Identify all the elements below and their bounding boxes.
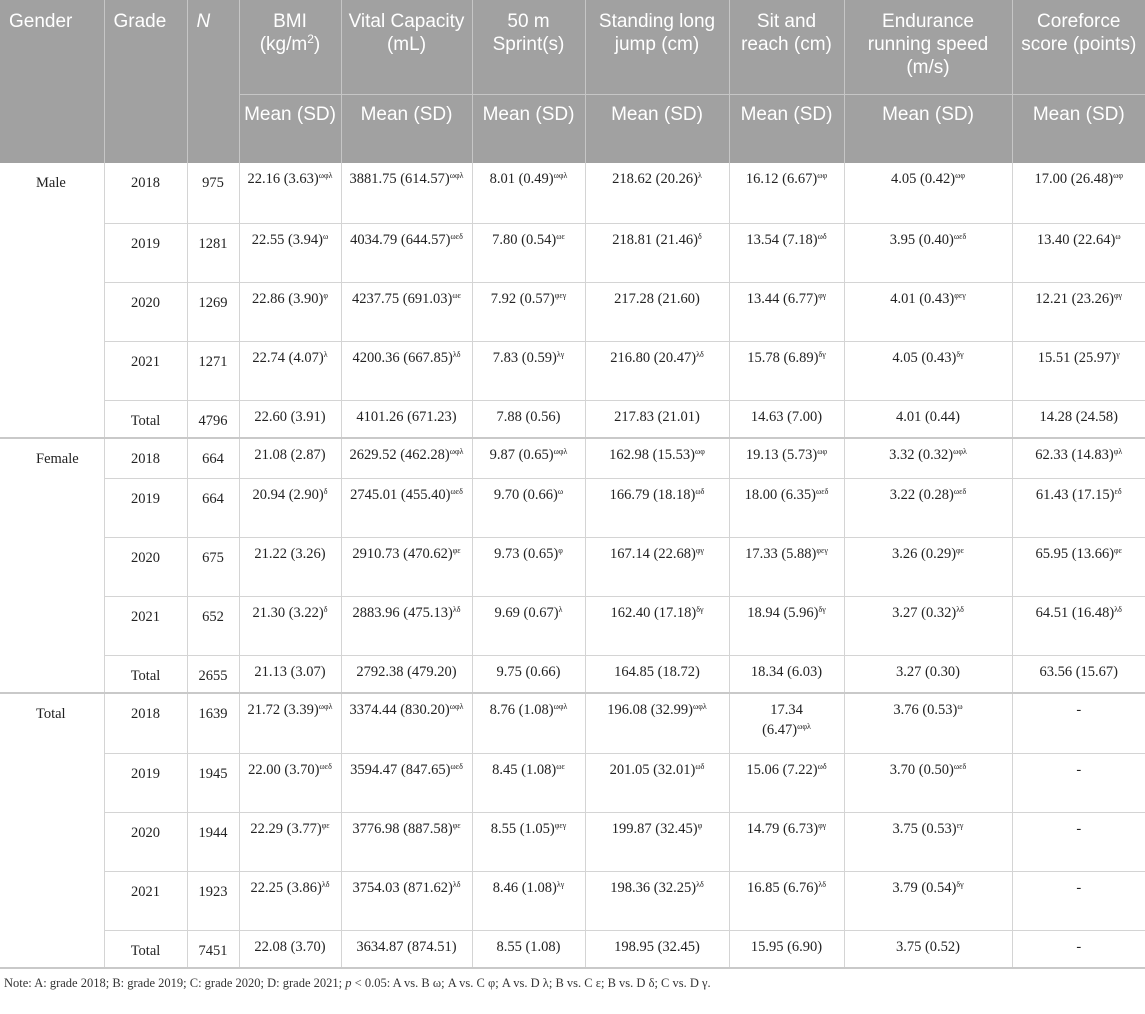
significance-marker: φγ (1113, 290, 1123, 300)
endurance-cell: 3.32 $(0.32)^{\omega\varphi\lambda}$ (844, 438, 1012, 478)
endurance-cell: 4.01 (0.44) (844, 400, 1012, 438)
endurance-cell: 3.70 $(0.50)^{\omega\varepsilon\delta}$ (844, 753, 1012, 812)
sit-reach-cell: 18.94 $(5.96)^{\delta\gamma}$ (729, 596, 844, 655)
coreforce-cell: 62.33 $(14.83)^{\varphi\lambda}$ (1012, 438, 1145, 478)
table-row (0, 753, 1145, 812)
grade-cell: 2021 (104, 596, 187, 655)
significance-marker: ωεδ (450, 231, 463, 241)
total-row (0, 655, 1145, 693)
header-gender: Gender (0, 0, 104, 163)
table-header (0, 0, 1145, 163)
endurance-cell: 3.75 $(0.53)^{\varepsilon\gamma}$ (844, 812, 1012, 871)
grade-cell: 2018 (104, 693, 187, 753)
subheader-mean-sd: Mean (SD) (341, 94, 472, 163)
long-jump-cell: 198.95 (32.45) (585, 930, 729, 968)
gender-cell: Female (0, 438, 104, 693)
significance-marker: εγ (956, 820, 964, 830)
significance-marker: δγ (696, 604, 704, 614)
vital-capacity-cell: 2910.73 $(470.62)^{\varphi\varepsilon}$ (341, 537, 472, 596)
subheader-mean-sd: Mean (SD) (1012, 94, 1145, 163)
significance-marker: ωεδ (953, 486, 967, 496)
sprint-cell: 9.73 $(0.65)^\varphi$ (472, 537, 585, 596)
significance-marker: λδ (452, 879, 461, 889)
subheader-mean-sd: Mean (SD) (239, 94, 341, 163)
long-jump-cell: 198.36 $(32.25)^{\lambda\delta}$ (585, 871, 729, 930)
long-jump-cell: 199.87 $(32.45)^\varphi$ (585, 812, 729, 871)
bmi-cell: 20.94 $(2.90)^\delta$ (239, 478, 341, 537)
significance-marker: γ (1116, 349, 1120, 359)
significance-marker: δγ (956, 879, 964, 889)
endurance-cell: 3.27 $(0.32)^{\lambda\delta}$ (844, 596, 1012, 655)
long-jump-cell: 217.28 (21.60) (585, 282, 729, 341)
vital-capacity-cell: 3754.03 $(871.62)^{\lambda\delta}$ (341, 871, 472, 930)
significance-marker: λδ (696, 349, 704, 359)
coreforce-cell: 13.40 $(22.64)^\omega$ (1012, 223, 1145, 282)
significance-marker: φεγ (554, 820, 567, 830)
subheader-mean-sd: Mean (SD) (472, 94, 585, 163)
table-row (0, 596, 1145, 655)
endurance-cell: 4.01 $(0.43)^{\varphi\varepsilon\gamma}$ (844, 282, 1012, 341)
sprint-cell: 8.45 $(1.08)^{\omega\varepsilon}$ (472, 753, 585, 812)
significance-marker: λγ (556, 349, 565, 359)
long-jump-cell: 218.81 $(21.46)^\delta$ (585, 223, 729, 282)
n-cell: 664 (187, 438, 239, 478)
sprint-cell: 7.83 $(0.59)^{\lambda\gamma}$ (472, 341, 585, 400)
bmi-cell: 22.55 $(3.94)^\omega$ (239, 223, 341, 282)
significance-marker: λγ (556, 879, 565, 889)
header-grade: Grade (104, 0, 187, 163)
significance-marker: φε (321, 820, 330, 830)
endurance-cell: 3.26 $(0.29)^{\varphi\varepsilon}$ (844, 537, 1012, 596)
header-vital-capacity: Vital Capacity (mL) (341, 0, 472, 94)
significance-marker: ωφ (817, 447, 828, 456)
significance-marker: ωε (452, 290, 461, 300)
table-row (0, 871, 1145, 930)
table-row (0, 223, 1145, 282)
significance-marker: ωφ (1113, 171, 1123, 180)
n-cell: 7451 (187, 930, 239, 968)
significance-marker: ωφλ (318, 702, 333, 711)
significance-marker: φ (323, 290, 328, 300)
significance-marker: εδ (1114, 486, 1122, 496)
n-cell: 1271 (187, 341, 239, 400)
vital-capacity-cell: 4101.26 (671.23) (341, 400, 472, 438)
coreforce-cell: - (1012, 812, 1145, 871)
vital-capacity-cell: 3634.87 (874.51) (341, 930, 472, 968)
significance-marker: ωε (556, 761, 565, 771)
sit-reach-cell: 13.54 $(7.18)^{\omega\delta}$ (729, 223, 844, 282)
sit-reach-cell: 16.12 $(6.67)^{\omega\varphi}$ (729, 163, 844, 223)
significance-marker: δγ (818, 349, 826, 359)
significance-marker: δ (323, 604, 328, 614)
vital-capacity-cell: 2883.96 $(475.13)^{\lambda\delta}$ (341, 596, 472, 655)
endurance-cell: 4.05 $(0.43)^{\delta\gamma}$ (844, 341, 1012, 400)
significance-marker: λδ (818, 879, 826, 889)
table-row (0, 341, 1145, 400)
endurance-cell: 3.27 (0.30) (844, 655, 1012, 693)
n-cell: 1945 (187, 753, 239, 812)
header-n: N (187, 0, 239, 163)
significance-marker: φγ (695, 545, 704, 555)
significance-marker: ωεδ (953, 761, 967, 771)
endurance-cell: 3.75 (0.52) (844, 930, 1012, 968)
coreforce-cell: 14.28 (24.58) (1012, 400, 1145, 438)
significance-marker: δ (698, 231, 702, 241)
sprint-cell: 7.92 $(0.57)^{\varphi\varepsilon\gamma}$ (472, 282, 585, 341)
coreforce-cell: 64.51 $(16.48)^{\lambda\delta}$ (1012, 596, 1145, 655)
table-row (0, 282, 1145, 341)
sit-reach-cell: 18.00 $(6.35)^{\omega\varepsilon\delta}$ (729, 478, 844, 537)
sprint-cell: 8.55 (1.08) (472, 930, 585, 968)
vital-capacity-cell: 2792.38 (479.20) (341, 655, 472, 693)
significance-marker: ωφλ (953, 447, 967, 456)
endurance-cell: 3.22 $(0.28)^{\omega\varepsilon\delta}$ (844, 478, 1012, 537)
grade-cell: 2019 (104, 223, 187, 282)
grade-cell: Total (104, 400, 187, 438)
coreforce-cell: - (1012, 871, 1145, 930)
significance-marker: δγ (956, 349, 964, 359)
long-jump-cell: 167.14 $(22.68)^{\varphi\gamma}$ (585, 537, 729, 596)
bmi-cell: 21.08 (2.87) (239, 438, 341, 478)
significance-marker: ωφλ (449, 447, 464, 456)
table-body (0, 163, 1145, 968)
significance-marker: ωφ (955, 171, 965, 180)
long-jump-cell: 164.85 (18.72) (585, 655, 729, 693)
grade-cell: Total (104, 655, 187, 693)
significance-marker: λ (697, 171, 702, 180)
sprint-cell: 9.69 $(0.67)^\lambda$ (472, 596, 585, 655)
significance-marker: ωεδ (815, 486, 829, 496)
grade-cell: 2020 (104, 282, 187, 341)
significance-marker: ωδ (695, 486, 705, 496)
n-cell: 652 (187, 596, 239, 655)
table-row (0, 478, 1145, 537)
grade-cell: Total (104, 930, 187, 968)
vital-capacity-cell: 2745.01 $(455.40)^{\omega\varepsilon\delta}$ (341, 478, 472, 537)
significance-marker: φε (452, 820, 461, 830)
significance-marker: λδ (321, 879, 330, 889)
long-jump-cell: 201.05 $(32.01)^{\omega\delta}$ (585, 753, 729, 812)
sprint-cell: 8.55 $(1.05)^{\varphi\varepsilon\gamma}$ (472, 812, 585, 871)
coreforce-cell: 61.43 $(17.15)^{\varepsilon\delta}$ (1012, 478, 1145, 537)
significance-marker: ωφλ (553, 702, 568, 711)
grade-cell: 2019 (104, 478, 187, 537)
coreforce-cell: 63.56 (15.67) (1012, 655, 1145, 693)
table-note: Note: A: grade 2018; B: grade 2019; C: grade 2020; D: grade 2021; p < 0.05: A vs. B ω; A vs. C φ; A vs. D λ; B vs. C ε; B vs. D δ; C vs. D γ. (4, 976, 711, 990)
significance-marker: φε (1114, 545, 1123, 555)
long-jump-cell: 196.08 $(32.99)^{\omega\varphi\lambda}$ (585, 693, 729, 753)
bmi-cell: 22.16 $(3.63)^{\omega\varphi\lambda}$ (239, 163, 341, 223)
coreforce-cell: - (1012, 693, 1145, 753)
significance-marker: φγ (818, 290, 827, 300)
vital-capacity-cell: 4200.36 $(667.85)^{\lambda\delta}$ (341, 341, 472, 400)
sprint-cell: 8.01 $(0.49)^{\omega\varphi\lambda}$ (472, 163, 585, 223)
grade-cell: 2018 (104, 438, 187, 478)
header-coreforce: Coreforce score (points) (1012, 0, 1145, 94)
sprint-cell: 9.75 (0.66) (472, 655, 585, 693)
significance-marker: ωδ (817, 231, 827, 241)
subheader-mean-sd: Mean (SD) (844, 94, 1012, 163)
n-cell: 1639 (187, 693, 239, 753)
header-endurance: Endurance running speed (m/s) (844, 0, 1012, 94)
bmi-cell: 21.13 (3.07) (239, 655, 341, 693)
significance-marker: ωφλ (553, 171, 568, 180)
grade-cell: 2018 (104, 163, 187, 223)
sprint-cell: 8.76 $(1.08)^{\omega\varphi\lambda}$ (472, 693, 585, 753)
table-row (0, 163, 1145, 223)
bmi-cell: 22.00 $(3.70)^{\omega\varepsilon\delta}$ (239, 753, 341, 812)
significance-marker: λδ (452, 604, 461, 614)
significance-marker: φ (697, 820, 703, 830)
coreforce-cell: 17.00 $(26.48)^{\omega\varphi}$ (1012, 163, 1145, 223)
significance-marker: δγ (818, 604, 826, 614)
header-long-jump: Standing long jump (cm) (585, 0, 729, 94)
table-row (0, 812, 1145, 871)
n-cell: 1281 (187, 223, 239, 282)
n-cell: 2655 (187, 655, 239, 693)
significance-marker: ωφλ (449, 171, 464, 180)
bmi-cell: 22.74 $(4.07)^\lambda$ (239, 341, 341, 400)
endurance-cell: 4.05 $(0.42)^{\omega\varphi}$ (844, 163, 1012, 223)
sit-reach-cell: 15.95 (6.90) (729, 930, 844, 968)
sit-reach-cell: 15.78 $(6.89)^{\delta\gamma}$ (729, 341, 844, 400)
significance-marker: ωφλ (449, 702, 464, 711)
sprint-cell: 8.46 $(1.08)^{\lambda\gamma}$ (472, 871, 585, 930)
significance-marker: λδ (1114, 604, 1122, 614)
long-jump-cell: 166.79 $(18.18)^{\omega\delta}$ (585, 478, 729, 537)
grade-cell: 2021 (104, 341, 187, 400)
n-cell: 664 (187, 478, 239, 537)
coreforce-cell: 65.95 $(13.66)^{\varphi\varepsilon}$ (1012, 537, 1145, 596)
sit-reach-cell: 14.63 (7.00) (729, 400, 844, 438)
coreforce-cell: - (1012, 930, 1145, 968)
significance-marker: ωεδ (953, 231, 967, 241)
significance-marker: φγ (818, 820, 827, 830)
grade-cell: 2019 (104, 753, 187, 812)
bmi-cell: 22.60 (3.91) (239, 400, 341, 438)
significance-marker: φ (558, 545, 563, 555)
coreforce-cell: - (1012, 753, 1145, 812)
bmi-cell: 21.72 $(3.39)^{\omega\varphi\lambda}$ (239, 693, 341, 753)
significance-marker: λ (323, 349, 328, 359)
table-row (0, 438, 1145, 478)
endurance-cell: 3.79 $(0.54)^{\delta\gamma}$ (844, 871, 1012, 930)
significance-marker: ω (957, 702, 963, 711)
significance-marker: ωε (556, 231, 565, 241)
vital-capacity-cell: 3776.98 $(887.58)^{\varphi\varepsilon}$ (341, 812, 472, 871)
sit-reach-cell: 18.34 (6.03) (729, 655, 844, 693)
vital-capacity-cell: 4237.75 $(691.03)^{\omega\varepsilon}$ (341, 282, 472, 341)
sit-reach-cell: 16.85 $(6.76)^{\lambda\delta}$ (729, 871, 844, 930)
n-cell: 4796 (187, 400, 239, 438)
n-cell: 1923 (187, 871, 239, 930)
bmi-cell: 22.25 $(3.86)^{\lambda\delta}$ (239, 871, 341, 930)
significance-marker: ωεδ (450, 761, 463, 771)
grade-cell: 2020 (104, 812, 187, 871)
significance-marker: ωδ (695, 761, 705, 771)
n-cell: 1269 (187, 282, 239, 341)
header-sit-reach: Sit and reach (cm) (729, 0, 844, 94)
coreforce-cell: 12.21 $(23.26)^{\varphi\gamma}$ (1012, 282, 1145, 341)
grade-cell: 2021 (104, 871, 187, 930)
significance-marker: ωφ (694, 447, 705, 456)
vital-capacity-cell: 4034.79 $(644.57)^{\omega\varepsilon\delta}$ (341, 223, 472, 282)
significance-marker: ωφλ (553, 447, 568, 456)
significance-marker: ωεδ (450, 486, 463, 496)
bmi-cell: 22.29 $(3.77)^{\varphi\varepsilon}$ (239, 812, 341, 871)
bmi-cell: 22.08 (3.70) (239, 930, 341, 968)
significance-marker: ωφλ (797, 722, 811, 731)
vital-capacity-cell: 3881.75 $(614.57)^{\omega\varphi\lambda}$ (341, 163, 472, 223)
long-jump-cell: 217.83 (21.01) (585, 400, 729, 438)
significance-marker: ω (557, 486, 564, 496)
header-bmi: BMI $(kg/m^2)$ (239, 0, 341, 94)
n-cell: 675 (187, 537, 239, 596)
subheader-mean-sd: Mean (SD) (729, 94, 844, 163)
total-row (0, 930, 1145, 968)
sprint-cell: 7.88 (0.56) (472, 400, 585, 438)
gender-cell: Total (0, 693, 104, 968)
long-jump-cell: 218.62 $(20.26)^\lambda$ (585, 163, 729, 223)
bmi-cell: 21.30 $(3.22)^\delta$ (239, 596, 341, 655)
vital-capacity-cell: 2629.52 $(462.28)^{\omega\varphi\lambda}$ (341, 438, 472, 478)
sit-reach-cell: 13.44 $(6.77)^{\varphi\gamma}$ (729, 282, 844, 341)
significance-marker: φε (452, 545, 461, 555)
long-jump-cell: 216.80 $(20.47)^{\lambda\delta}$ (585, 341, 729, 400)
bmi-cell: 21.22 (3.26) (239, 537, 341, 596)
significance-marker: ωφλ (318, 171, 333, 180)
significance-marker: ωεδ (319, 761, 332, 771)
sit-reach-cell: 17.34 $(6.47)^{\omega\varphi\lambda}$ (729, 693, 844, 753)
significance-marker: λ (558, 604, 563, 614)
sit-reach-cell: 19.13 $(5.73)^{\omega\varphi}$ (729, 438, 844, 478)
table-row (0, 693, 1145, 753)
n-cell: 975 (187, 163, 239, 223)
significance-marker: φε (956, 545, 965, 555)
significance-marker: δ (323, 486, 328, 496)
table-row (0, 537, 1145, 596)
n-cell: 1944 (187, 812, 239, 871)
sit-reach-cell: 17.33 $(5.88)^{\varphi\varepsilon\gamma}$ (729, 537, 844, 596)
bmi-cell: 22.86 $(3.90)^\varphi$ (239, 282, 341, 341)
significance-marker: ω (1115, 231, 1121, 241)
sprint-cell: 7.80 $(0.54)^{\omega\varepsilon}$ (472, 223, 585, 282)
vital-capacity-cell: 3374.44 $(830.20)^{\omega\varphi\lambda}$ (341, 693, 472, 753)
sprint-cell: 9.70 $(0.66)^\omega$ (472, 478, 585, 537)
header-sprint: 50 m Sprint(s) (472, 0, 585, 94)
subheader-mean-sd: Mean (SD) (585, 94, 729, 163)
significance-marker: ω (323, 231, 329, 241)
endurance-cell: 3.95 $(0.40)^{\omega\varepsilon\delta}$ (844, 223, 1012, 282)
significance-marker: ωφ (817, 171, 828, 180)
sit-reach-cell: 15.06 $(7.22)^{\omega\delta}$ (729, 753, 844, 812)
significance-marker: φεγ (554, 290, 567, 300)
endurance-cell: 3.76 $(0.53)^\omega$ (844, 693, 1012, 753)
significance-marker: λδ (956, 604, 964, 614)
long-jump-cell: 162.98 $(15.53)^{\omega\varphi}$ (585, 438, 729, 478)
significance-marker: φεγ (816, 545, 828, 555)
grade-cell: 2020 (104, 537, 187, 596)
long-jump-cell: 162.40 $(17.18)^{\delta\gamma}$ (585, 596, 729, 655)
coreforce-cell: 15.51 $(25.97)^\gamma$ (1012, 341, 1145, 400)
significance-marker: λδ (696, 879, 704, 889)
sprint-cell: 9.87 $(0.65)^{\omega\varphi\lambda}$ (472, 438, 585, 478)
sit-reach-cell: 14.79 $(6.73)^{\varphi\gamma}$ (729, 812, 844, 871)
gender-cell: Male (0, 163, 104, 438)
significance-marker: ωδ (817, 761, 827, 771)
significance-marker: φλ (1113, 447, 1123, 456)
total-row (0, 400, 1145, 438)
significance-marker: λδ (452, 349, 461, 359)
significance-marker: φεγ (954, 290, 966, 300)
significance-marker: ωφλ (693, 702, 707, 711)
vital-capacity-cell: 3594.47 $(847.65)^{\omega\varepsilon\delta}$ (341, 753, 472, 812)
